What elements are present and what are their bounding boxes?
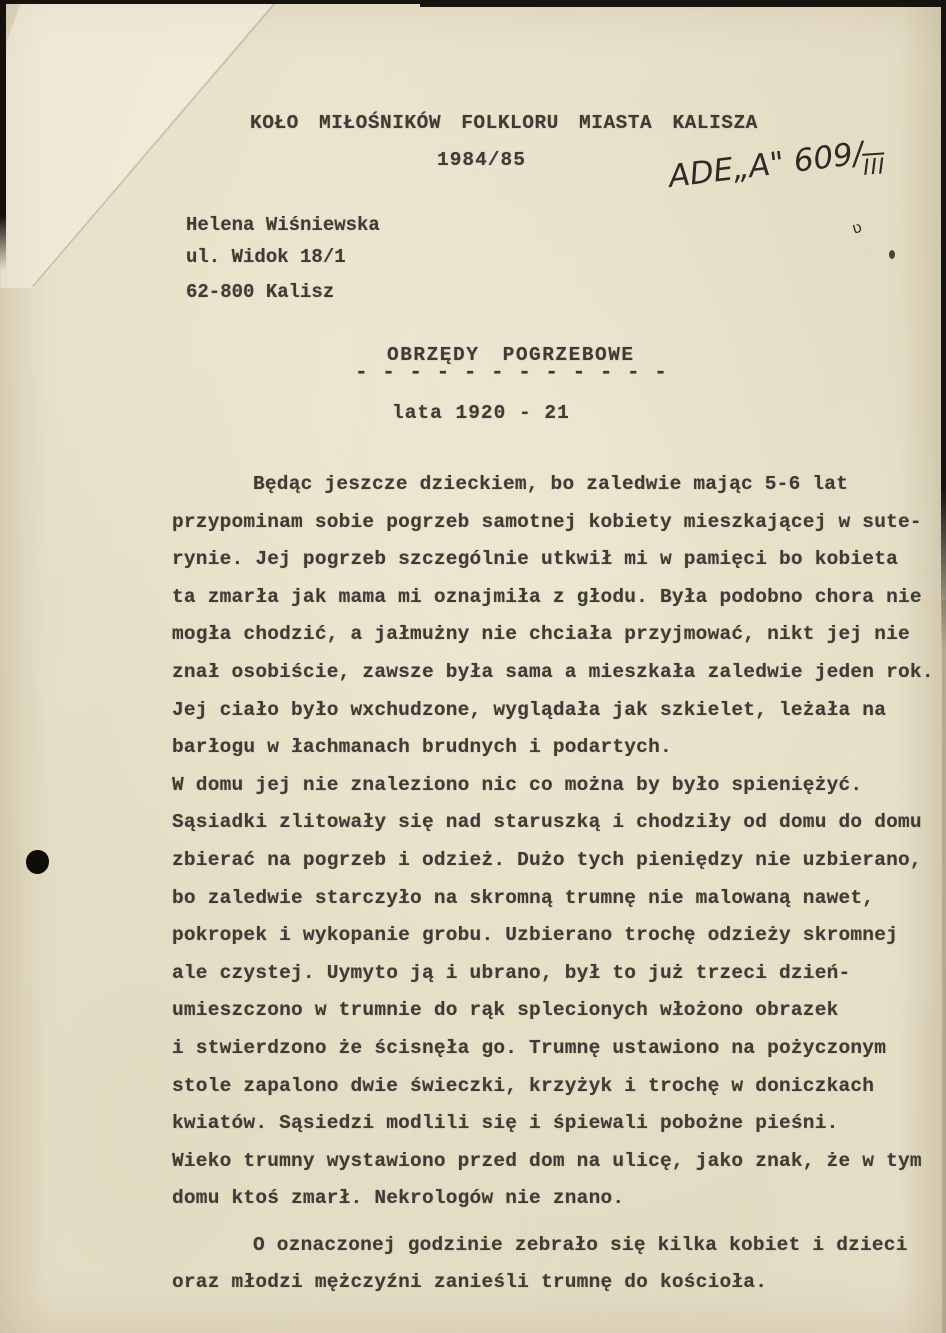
paper-edge-shadow-right bbox=[942, 600, 946, 1333]
body-line: O oznaczonej godzinie zebrało się kilka kobiet i dzieci bbox=[253, 1233, 908, 1256]
scan-speck bbox=[889, 250, 895, 259]
scan-edge-right bbox=[941, 0, 946, 650]
author-street: ul. Widok 18/1 bbox=[186, 246, 346, 268]
body-line: bo zaledwie starczyło na skromną trumnę nie malowaną nawet, bbox=[172, 886, 875, 909]
author-name: Helena Wiśniewska bbox=[186, 214, 380, 236]
title-dashed-underline: - - - - - - - - - - - - bbox=[355, 362, 668, 385]
punch-hole-dot bbox=[26, 850, 49, 874]
scan-edge-left bbox=[0, 0, 6, 270]
body-line: Wieko trumny wystawiono przed dom na ulicę, jako znak, że w tym bbox=[172, 1149, 922, 1172]
body-line: barłogu w łachmanach brudnych i podartych. bbox=[172, 736, 672, 759]
body-line: ta zmarła jak mama mi oznajmiła z głodu. Była podobno chora nie bbox=[172, 585, 922, 608]
body-line: domu ktoś zmarł. Nekrologów nie znano. bbox=[172, 1187, 625, 1210]
body-line: umieszczono w trumnie do rąk splecionych włożono obrazek bbox=[172, 999, 839, 1022]
body-line: znał osobiście, zawsze była sama a mieszkała zaledwie jeden rok. bbox=[172, 660, 934, 683]
body-line: W domu jej nie znaleziono nic co można by było spieniężyć. bbox=[172, 773, 863, 796]
body-line: rynie. Jej pogrzeb szczególnie utkwił mi w pamięci bo kobieta bbox=[172, 548, 899, 571]
handwritten-curl-mark: ʋ bbox=[849, 217, 864, 238]
body-text bbox=[172, 466, 932, 1302]
body-line: ale czystej. Uymyto ją i ubrano, był to już trzeci dzień- bbox=[172, 961, 851, 984]
author-city: 62-800 Kalisz bbox=[186, 281, 335, 303]
season-year: 1984/85 bbox=[437, 149, 526, 171]
document-title: OBRZĘDY POGRZEBOWE bbox=[387, 344, 635, 366]
body-line: Jej ciało było wxchudzone, wyglądała jak szkielet, leżała na bbox=[172, 698, 887, 721]
body-line: stole zapalono dwie świeczki, krzyżyk i trochę w doniczkach bbox=[172, 1074, 875, 1097]
scan-edge-top-thick bbox=[420, 0, 946, 7]
body-line: oraz młodzi mężczyźni zanieśli trumnę do kościoła. bbox=[172, 1271, 768, 1294]
organization-title: KOŁO MIŁOŚNIKÓW FOLKLORU MIASTA KALISZA bbox=[250, 112, 758, 134]
body-line: przypominam sobie pogrzeb samotnej kobiety mieszkającej w sute- bbox=[172, 510, 922, 533]
body-line: zbierać na pogrzeb i odzież. Dużo tych pieniędzy nie uzbierano, bbox=[172, 848, 922, 871]
handwritten-ref-sub: III bbox=[861, 154, 887, 181]
body-line: pokropek i wykopanie grobu. Uzbierano trochę odzieży skromnej bbox=[172, 924, 899, 947]
body-line: mogła chodzić, a jałmużny nie chciała przyjmować, nikt jej nie bbox=[172, 623, 910, 646]
body-line: kwiatów. Sąsiedzi modlili się i śpiewali pobożne pieśni. bbox=[172, 1112, 839, 1135]
body-line: Będąc jeszcze dzieckiem, bo zaledwie mając 5-6 lat bbox=[253, 473, 849, 495]
body-line: Sąsiadki zlitowały się nad staruszką i chodziły od domu do domu bbox=[172, 811, 922, 834]
handwritten-ref-main: ADE„A" 609/ bbox=[666, 135, 866, 196]
body-line: i stwierdzono że ścisnęła go. Trumnę ustawiono na pożyczonym bbox=[172, 1036, 887, 1059]
document-subtitle-years: lata 1920 - 21 bbox=[392, 402, 570, 424]
handwritten-archive-reference bbox=[667, 133, 886, 195]
